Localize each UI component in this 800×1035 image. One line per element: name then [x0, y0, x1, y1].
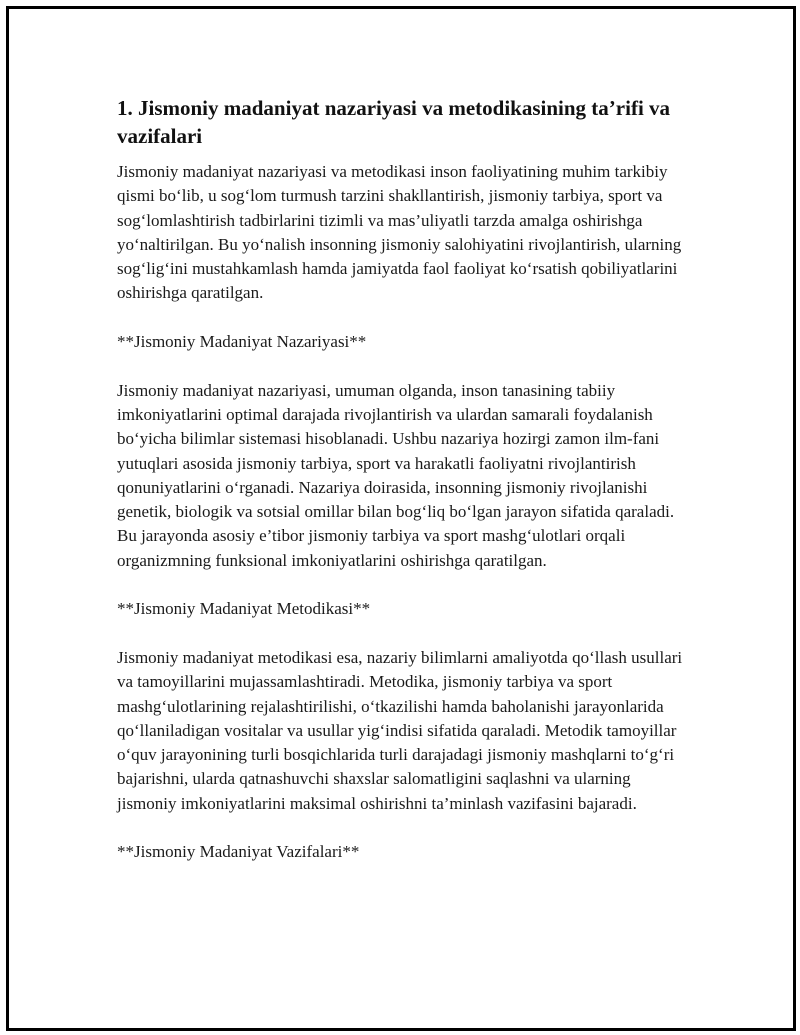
paragraph-gap [117, 354, 692, 378]
nazariyasi-paragraph: Jismoniy madaniyat nazariyasi, umuman olganda, inson tanasining tabiiy imkoniyatlarini optimal darajada rivojlantirish va ulardan samarali foydalanish bo‘yicha bilimlar sistemasi hisoblanadi. Ushbu nazariya hozirgi zamon ilm-fani yutuqlari asosida jismoniy tarbiya, sport va harakatli faoliyatni rivojlantirish qonuniyatlarini o‘rganadi. Nazariya doirasida, insonning jismoniy rivojlanishi genetik, biologik va sotsial omillar bilan bog‘liq bo‘lgan jarayon sifatida qaraladi. Bu jarayonda asosiy e’tibor jismoniy tarbiya va sport mashg‘ulotlari orqali organizmning funksional imkoniyatlarini oshirishga qaratilgan. [117, 380, 675, 570]
subsection-title-nazariyasi: **Jismoniy Madaniyat Nazariyasi** [117, 332, 367, 352]
paragraph-gap [117, 816, 692, 840]
paragraph-gap [117, 306, 692, 330]
metodikasi-paragraph: Jismoniy madaniyat metodikasi esa, nazariy bilimlarni amaliyotda qo‘llash usullari va tamoyillarini mujassamlashtiradi. Metodika, jismoniy tarbiya va sport mashg‘ulotlarining rejalashtirilishi, o‘tkazilishi hamda baholanishi jarayonlarida qo‘llaniladigan vositalar va usullar yig‘indisi sifatida qaraladi. Metodik tamoyillar o‘quv jarayonining turli bosqichlarida turli darajadagi jismoniy mashqlarni to‘g‘ri bajarishni, ularda qatnashuvchi shaxslar salomatligini saqlashni va ularning jismoniy imkoniyatlarini maksimal oshirishni ta’minlash vazifasini bajaradi. [117, 647, 683, 813]
document-body [117, 94, 692, 865]
section-heading: 1. Jismoniy madaniyat nazariyasi va metodikasining ta’rifi va vazifalari [117, 96, 671, 148]
subsection-title-vazifalari: **Jismoniy Madaniyat Vazifalari** [117, 842, 360, 862]
intro-paragraph: Jismoniy madaniyat nazariyasi va metodikasi inson faoliyatining muhim tarkibiy qismi bo‘lib, u sog‘lom turmush tarzini shakllantirish, jismoniy tarbiya, sport va sog‘lomlashtirish tadbirlarini tizimli va mas’uliyatli tarzda amalga oshirishga yo‘naltirilgan. Bu yo‘nalish insonning jismoniy salohiyatini rivojlantirish, ularning sog‘lig‘ini mustahkamlash hamda jamiyatda faol faoliyat ko‘rsatish qobiliyatlarini oshirishga qaratilgan. [117, 162, 682, 303]
subsection-title-metodikasi: **Jismoniy Madaniyat Metodikasi** [117, 599, 371, 619]
paragraph-gap [117, 622, 692, 646]
paragraph-gap [117, 573, 692, 597]
